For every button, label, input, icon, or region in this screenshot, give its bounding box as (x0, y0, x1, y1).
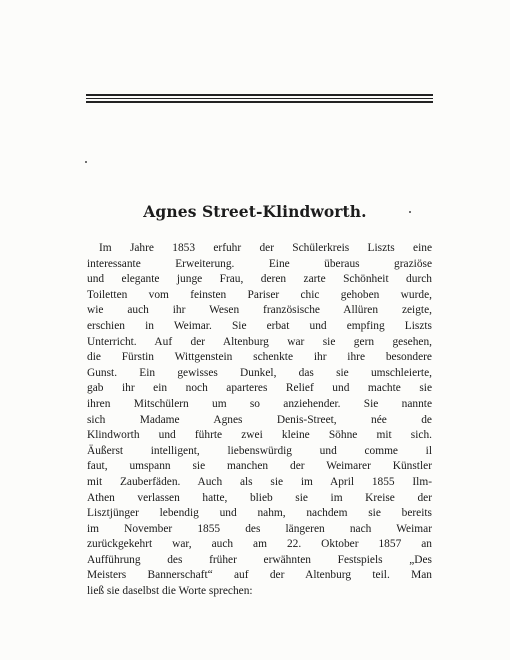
text-line: Meisters Bannerschaft“ auf der Altenburg teil. Man (87, 569, 432, 582)
text-line: im November 1855 des längeren nach Weimar (87, 522, 432, 535)
text-line: die Fürstin Wittgenstein schenkte ihr ihre besondere (87, 351, 432, 364)
text-line: Athen verlassen hatte, blieb sie im Kreise der (87, 491, 432, 504)
text-line: zurückgekehrt war, auch am 22. Oktober 1857 an (87, 538, 432, 551)
text-line: Toiletten vom feinsten Pariser chic gehoben wurde, (87, 288, 432, 301)
text-line: wie auch ihr Wesen französische Allüren zeigte, (87, 304, 432, 317)
text-line: faut, umspann sie manchen der Weimarer Künstler (87, 460, 432, 473)
text-line: Lisztjünger lebendig und nahm, nachdem sie bereits (87, 507, 432, 520)
text-line: ihren Mitschülern um so anziehender. Sie nannte (87, 397, 432, 410)
body-paragraph (87, 241, 432, 600)
text-line: interessante Erweiterung. Eine überaus graziöse (87, 257, 432, 270)
text-line: ließ sie daselbst die Worte sprechen: (87, 585, 253, 598)
print-speck (85, 161, 87, 163)
text-line: Aufführung des früher erwähnten Festspiels „Des (87, 553, 432, 566)
header-rule-bottom (86, 101, 433, 103)
text-line: Unterricht. Auf der Altenburg war sie gern gesehen, (87, 335, 432, 348)
text-line: Klindworth und führte zwei kleine Söhne mit sich. (87, 429, 432, 442)
text-line: und elegante junge Frau, deren zarte Schönheit durch (87, 273, 432, 286)
header-rule-middle (86, 98, 433, 99)
text-line: mit Zauberfäden. Auch als sie im April 1855 Ilm- (87, 475, 432, 488)
chapter-title: Agnes Street-Klindworth. (143, 202, 367, 221)
text-line: sich Madame Agnes Denis-Street, née de (87, 413, 432, 426)
text-line: Gunst. Ein gewisses Dunkel, das sie umschleierte, (87, 366, 432, 379)
text-line: gab ihr ein noch aparteres Relief und machte sie (87, 382, 432, 395)
text-line: erschien in Weimar. Sie erbat und empfing Liszts (87, 319, 432, 332)
header-rule-top (86, 94, 433, 96)
text-line: Äußerst intelligent, liebenswürdig und comme il (87, 444, 432, 457)
text-line: Im Jahre 1853 erfuhr der Schülerkreis Liszts eine (99, 242, 432, 254)
